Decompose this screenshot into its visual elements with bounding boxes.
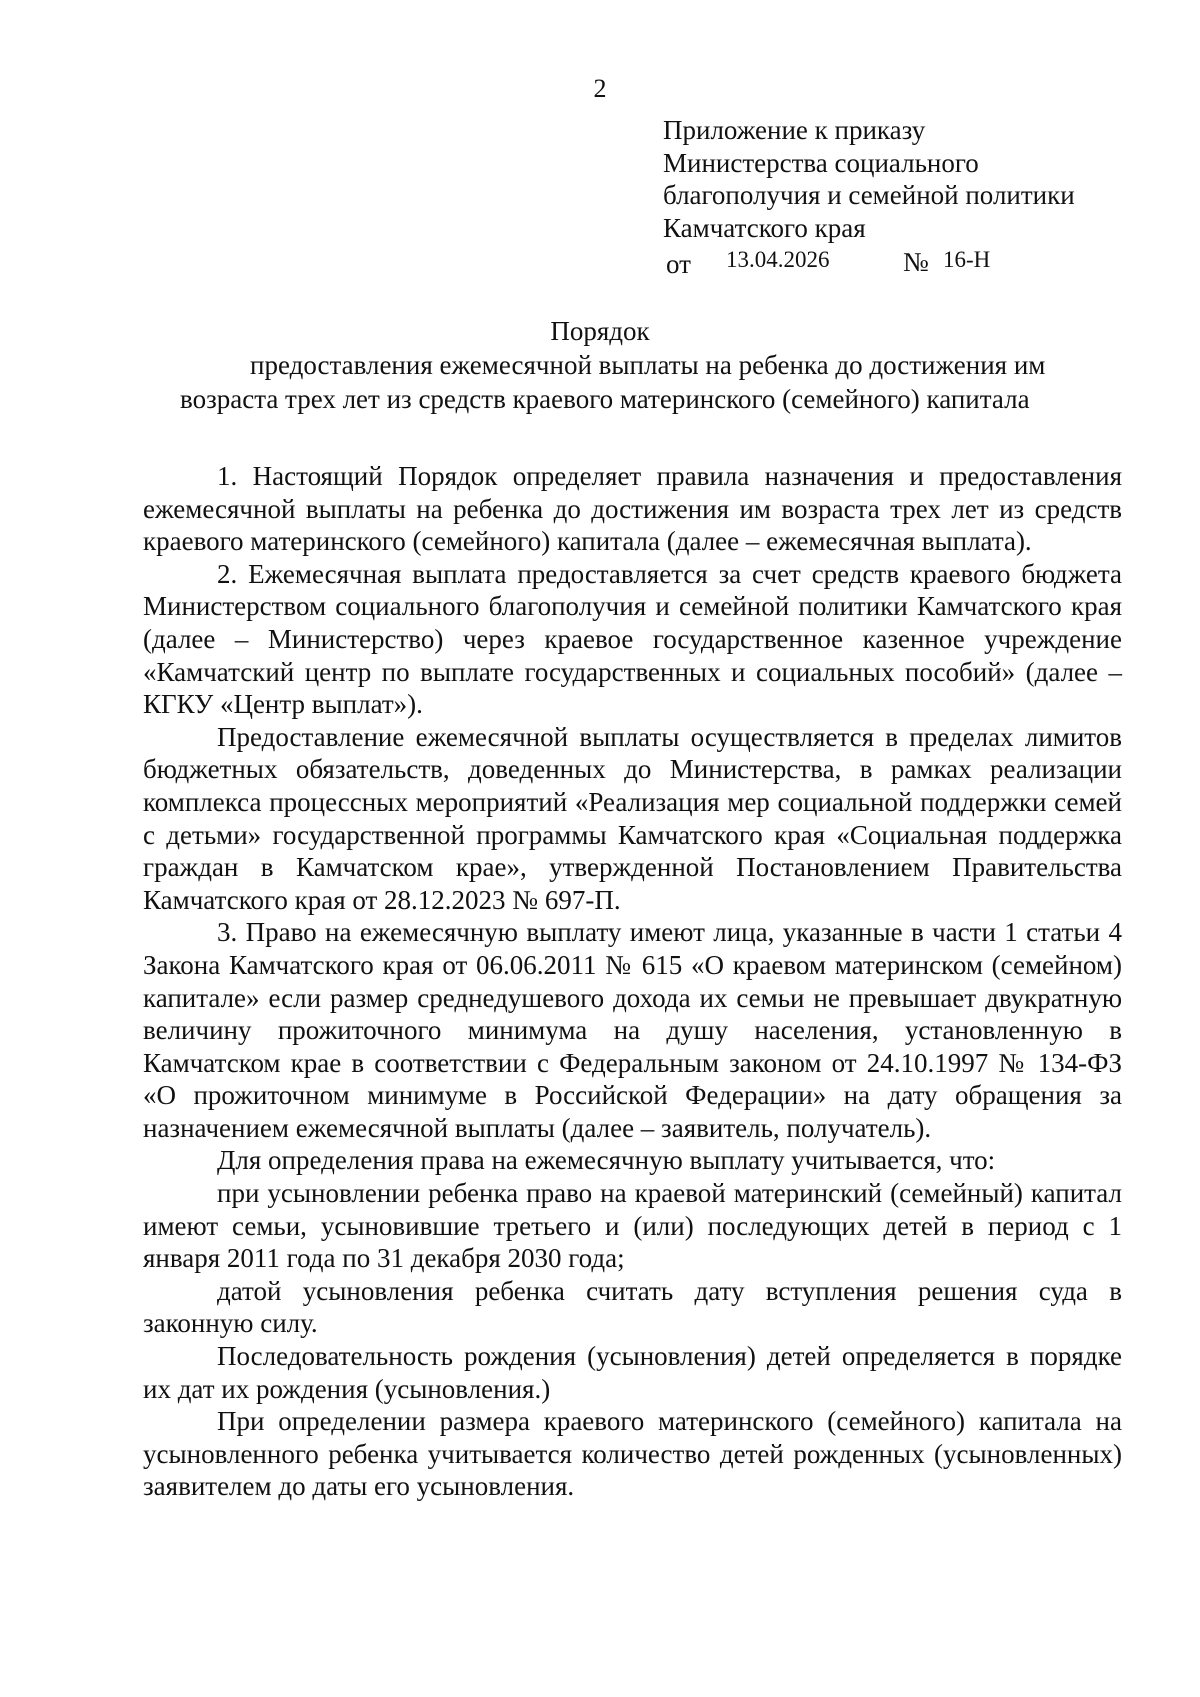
subtitle-line-2: возраста трех лет из средств краевого материнского (семейного) капитала [180, 384, 1030, 414]
paragraph: 3. Право на ежемесячную выплату имеют лица, указанные в части 1 статьи 4 Закона Камчатского края от 06.06.2011 № 615 «О краевом материнском (семейном) капитале» если размер среднедушевого дохода их семьи не превышает двукратную величину прожиточного минимума на душу населения, установленную в Камчатском крае в соответствии с Федеральным законом от 24.10.1997 № 134-ФЗ «О прожиточном минимуме в Российской Федерации» на дату обращения за назначением ежемесячной выплаты (далее – заявитель, получатель). [143, 917, 1122, 1143]
paragraph: Последовательность рождения (усыновления) детей определяется в порядке их дат их рождения (усыновления.) [143, 1341, 1122, 1404]
document-subtitle [180, 348, 1080, 416]
paragraph: При определении размера краевого материнского (семейного) капитала на усыновленного ребенка учитывается количество детей рожденных (усыновленных) заявителем до даты его усыновления. [143, 1406, 1122, 1502]
document-body [143, 460, 1122, 1503]
appendix-line: Камчатского края [663, 212, 866, 243]
appendix-line: Приложение к приказу [663, 115, 926, 145]
order-number: 16-Н [943, 247, 991, 272]
subtitle-line-1: предоставления ежемесячной выплаты на ребенка до достижения им [250, 350, 1046, 380]
paragraph: Предоставление ежемесячной выплаты осуществляется в пределах лимитов бюджетных обязательств, доведенных до Министерства, в рамках реализации комплекса процессных мероприятий «Реализация мер социальной поддержки семей с детьми» государственной программы Камчатского края «Социальная поддержка граждан в Камчатском крае», утвержденной Постановлением Правительства Камчатского края от 28.12.2023 № 697-П. [143, 721, 1122, 915]
paragraph: при усыновлении ребенка право на краевой материнский (семейный) капитал имеют семьи, усыновившие третьего и (или) последующих детей в период с 1 января 2011 года по 31 декабря 2030 года; [143, 1178, 1122, 1274]
page-number: 2 [593, 74, 607, 103]
order-date: 13.04.2026 [726, 247, 830, 272]
paragraph: 2. Ежемесячная выплата предоставляется за счет средств краевого бюджета Министерством социального благополучия и семейной политики Камчатского края (далее – Министерство) через краевое государственное казенное учреждение «Камчатский центр по выплате государственных и социальных пособий» (далее – КГКУ «Центр выплат»). [143, 558, 1122, 720]
appendix-line: Министерства социального [663, 147, 979, 178]
number-sign: № [903, 247, 929, 277]
paragraph: датой усыновления ребенка считать дату вступления решения суда в законную силу. [143, 1275, 1122, 1339]
document-title: Порядок [550, 316, 650, 346]
appendix-header [663, 114, 1163, 278]
paragraph: Для определения права на ежемесячную выплату учитывается, что: [217, 1145, 996, 1176]
from-label: от [666, 249, 691, 279]
paragraph: 1. Настоящий Порядок определяет правила назначения и предоставления ежемесячной выплаты на ребенка до достижения им возраста трех лет из средств краевого материнского (семейного) капитала (далее – ежемесячная выплата). [143, 461, 1122, 557]
appendix-line: благополучия и семейной политики [663, 180, 1075, 210]
order-date-row [663, 244, 1163, 278]
